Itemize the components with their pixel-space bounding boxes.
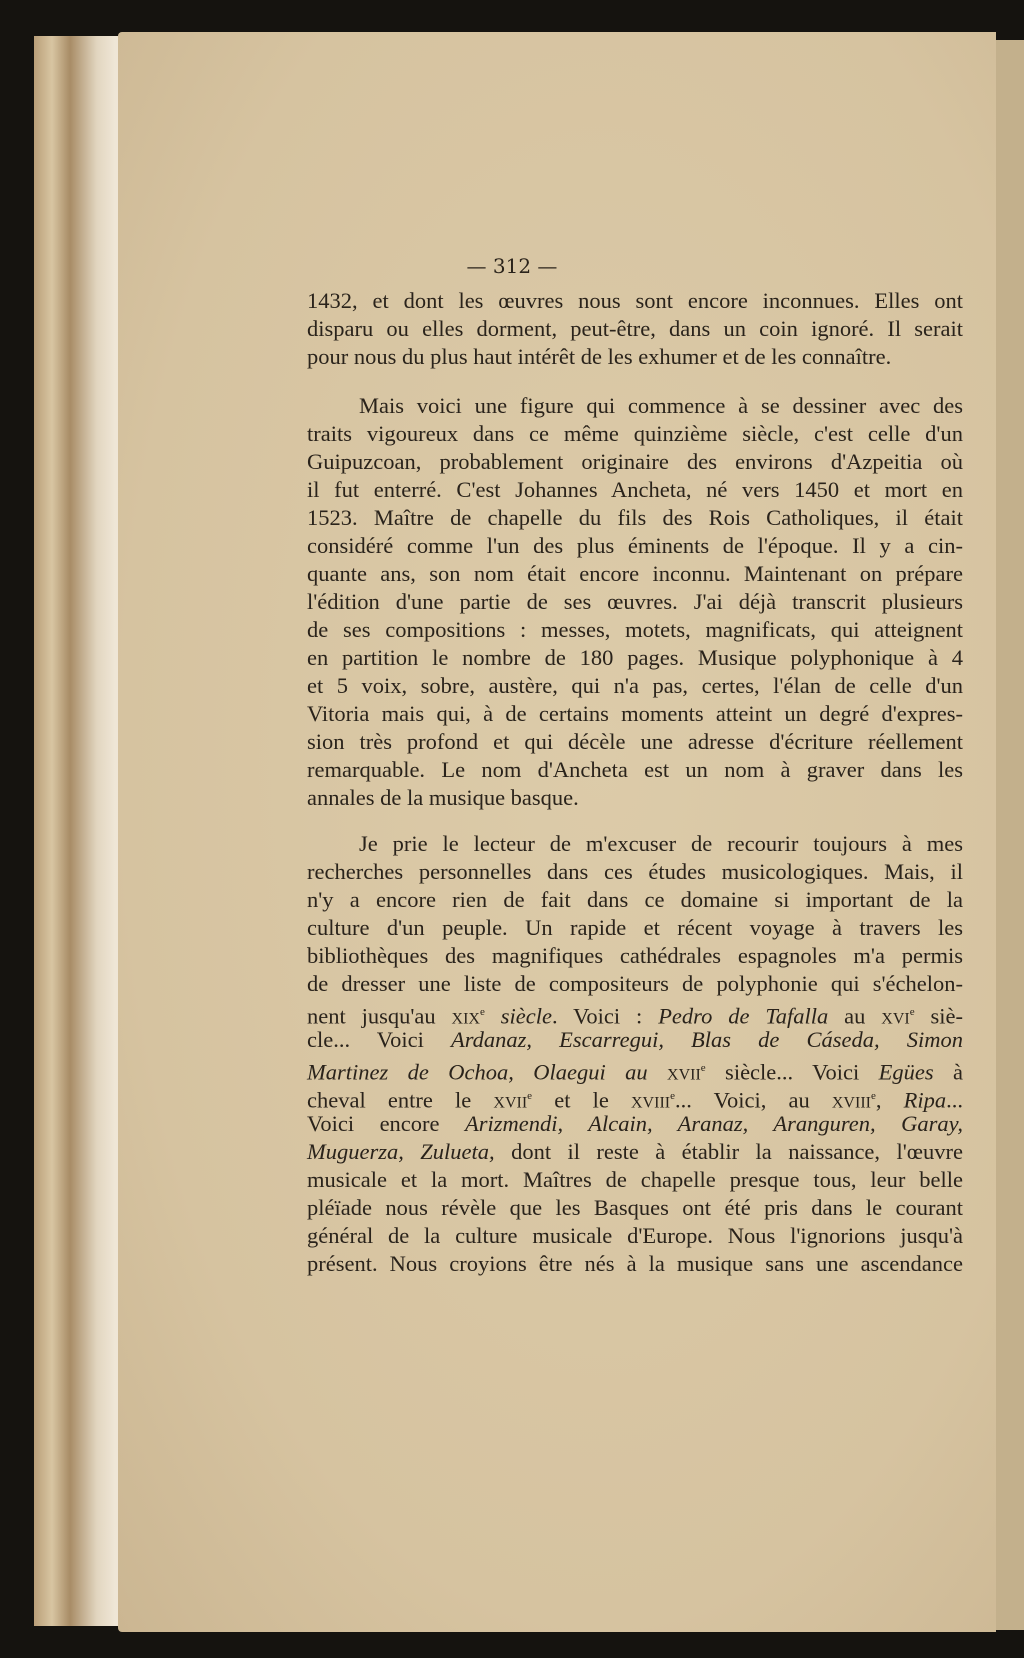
text-run: et le [532,1087,631,1113]
text-run: Ardanaz, Escarregui, Blas de Cáseda, Simon [451,1027,964,1052]
text-line [307,343,963,371]
text-run: disparu ou elles dorment, peut-être, dans un coin ignoré. Il serait [307,316,963,341]
text-line [307,784,963,812]
text-run: considéré comme l'un des plus éminents de l'époque. Il y a cin- [307,533,963,558]
text-run: cle... Voici [307,1027,452,1052]
text-line [307,728,963,756]
text-run: et 5 voix, sobre, austère, qui n'a pas, certes, l'élan de celle d'un [307,673,963,698]
text-run: Martinez de Ochoa, Olaegui au [307,1059,648,1085]
text-run: pour nous du plus haut intérêt de les exhumer et de les connaître. [307,344,892,369]
text-run: e [909,1006,915,1018]
text-run: il fut enterré. C'est Johannes Ancheta, né vers 1450 et mort en [307,477,963,502]
text-run: Muguerza, Zulueta, [307,1139,495,1164]
text-line [307,1250,963,1278]
text-run: Ripa [903,1087,947,1113]
text-run: traits vigoureux dans ce même quinzième siècle, c'est celle d'un [307,421,963,446]
text-line [307,1194,963,1222]
text-line [307,672,963,700]
text-line [307,1138,963,1166]
text-line [307,942,963,970]
text-line [307,756,963,784]
text-run: e [479,1006,485,1018]
text-run: Vitoria mais qui, à de certains moments atteint un degré d'expres- [307,701,963,726]
text-run: siè- [914,1003,963,1029]
text-line [307,315,963,343]
text-run: au [828,1003,882,1029]
text-line [307,504,963,532]
text-run: bibliothèques des magnifiques cathédrales espagnoles m'a permis [307,943,963,968]
text-run: Je prie le lecteur de m'excuser de recourir toujours à mes [359,831,963,856]
text-line [307,1166,963,1194]
text-line [307,700,963,728]
text-run: Mais voici une figure qui commence à se dessiner avec des [359,393,963,418]
text-run: siècle [500,1003,552,1029]
text-run: e [670,1090,675,1102]
text-run: l'édition d'une partie de ses œuvres. J'ai déjà transcrit plusieurs [307,589,963,614]
text-run: . Voici : [551,1003,659,1029]
text-line [307,970,963,998]
text-run: e [700,1062,706,1074]
text-line [307,392,963,420]
text-line [307,287,963,315]
text-line [307,420,963,448]
text-line [307,588,963,616]
text-run: , [875,1087,904,1113]
text-run: en partition le nombre de 180 pages. Musique polyphonique à 4 [307,645,963,670]
text-run: xvii [493,1087,528,1113]
text-run [648,1060,667,1085]
text-run: dont il reste à établir la naissance, l'œuvre [494,1139,963,1164]
text-run: cheval entre le [307,1087,494,1113]
text-run: culture d'un peuple. Un rapide et récent voyage à travers les [307,915,963,940]
text-run: nent jusqu'au [307,1003,452,1029]
text-run: annales de la musique basque. [307,785,579,810]
text-run: sion très profond et qui décèle une adresse d'écriture réellement [307,729,963,754]
text-run: recherches personnelles dans ces études musicologiques. Mais, il [307,859,963,884]
text-line [307,858,963,886]
text-run: musicale et la mort. Maîtres de chapelle presque tous, leur belle [307,1167,963,1192]
text-run: n'y a encore rien de fait dans ce domaine si important de la [307,887,963,912]
text-run: 1523. Maître de chapelle du fils des Rois Catholiques, il était [307,505,963,530]
text-run: xviii [831,1087,871,1113]
facing-page-edge [996,40,1024,1630]
text-run: remarquable. Le nom d'Ancheta est un nom à graver dans les [307,757,963,782]
text-line [307,886,963,914]
text-line [307,830,963,858]
text-run [485,1004,501,1029]
text-run: e [870,1090,876,1102]
text-run: présent. Nous croyions être nés à la musique sans une ascendance [307,1251,963,1276]
text-run: Guipuzcoan, probablement originaire des environs d'Azpeitia où [307,449,963,474]
text-run: quante ans, son nom était encore inconnu. Maintenant on prépare [307,561,963,586]
text-run: xix [451,1003,480,1029]
text-run: Arizmendi, Alcain, Aranaz, Aranguren, Garay, [465,1111,963,1136]
text-line [307,616,963,644]
text-line [307,560,963,588]
text-line [307,1026,963,1054]
text-run: pléïade nous révèle que les Basques ont été pris dans le courant [307,1195,963,1220]
text-run: 1432, et dont les œuvres nous sont encore inconnues. Elles ont [307,288,963,313]
text-line [307,1222,963,1250]
text-run: ... [946,1087,964,1113]
text-run: général de la culture musicale d'Europe. Nous l'ignorions jusqu'à [307,1223,963,1248]
text-line [307,914,963,942]
text-run: xvi [881,1003,910,1029]
text-line [307,532,963,560]
text-line [307,1110,963,1138]
page-number: — 312 — [466,254,558,278]
text-line [307,448,963,476]
text-line [307,644,963,672]
text-run: ... Voici, au [674,1087,832,1113]
text-run: Egües [878,1059,934,1085]
text-run: xviii [631,1087,671,1113]
text-run: de dresser une liste de compositeurs de polyphonie qui s'échelon- [307,971,963,996]
text-run: de ses compositions : messes, motets, magnificats, qui atteignent [307,617,963,642]
text-run: xvii [667,1059,701,1085]
text-run: Pedro de Tafalla [658,1003,829,1029]
text-run: Voici encore [307,1111,466,1136]
text-run: à [933,1059,963,1085]
text-line [307,476,963,504]
text-run: siècle... Voici [705,1059,879,1085]
text-run: e [527,1090,533,1102]
